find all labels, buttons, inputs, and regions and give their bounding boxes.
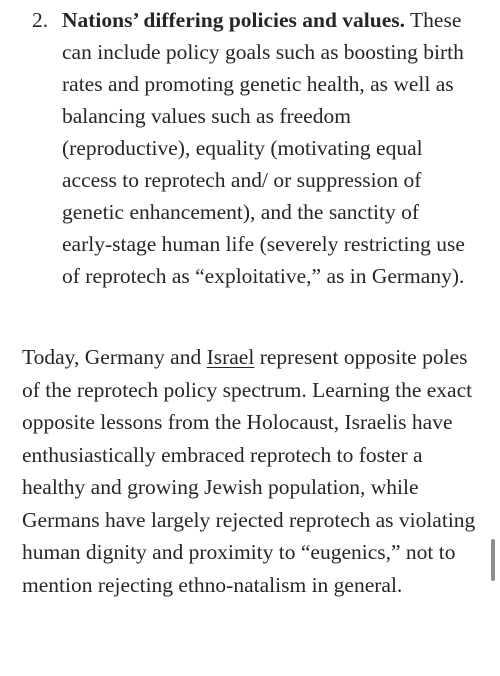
list-item-heading: Nations’ differing policies and values.: [62, 8, 406, 32]
paragraph-text-start: Today, Germany and: [22, 345, 207, 369]
body-paragraph: [22, 341, 490, 601]
list-item-body: These can include policy goals such as boosting birth rates and promoting genetic health, as well as balancing values such as freedom (reproductive), equality (motivating equal access to reprotech and/ or suppression of genetic enhancement), and the sanctity of early-stage human life (severely restricting use of reprotech as “exploitative,” as in Germany).: [62, 8, 465, 288]
list-item: [32, 4, 472, 292]
scrollbar-thumb[interactable]: [491, 539, 495, 581]
paragraph-text-end: represent opposite poles of the reprotech policy spectrum. Learning the exact opposite lessons from the Holocaust, Israelis have enthusiastically embraced reprotech to foster a healthy and growing Jewish population, while Germans have largely rejected reprotech as violating human dignity and proximity to “eugenics,” not to mention rejecting ethno-natalism in general.: [22, 345, 476, 597]
israel-link[interactable]: Israel: [206, 345, 255, 369]
list-item-number: 2.: [32, 8, 49, 32]
numbered-list: [32, 4, 472, 292]
